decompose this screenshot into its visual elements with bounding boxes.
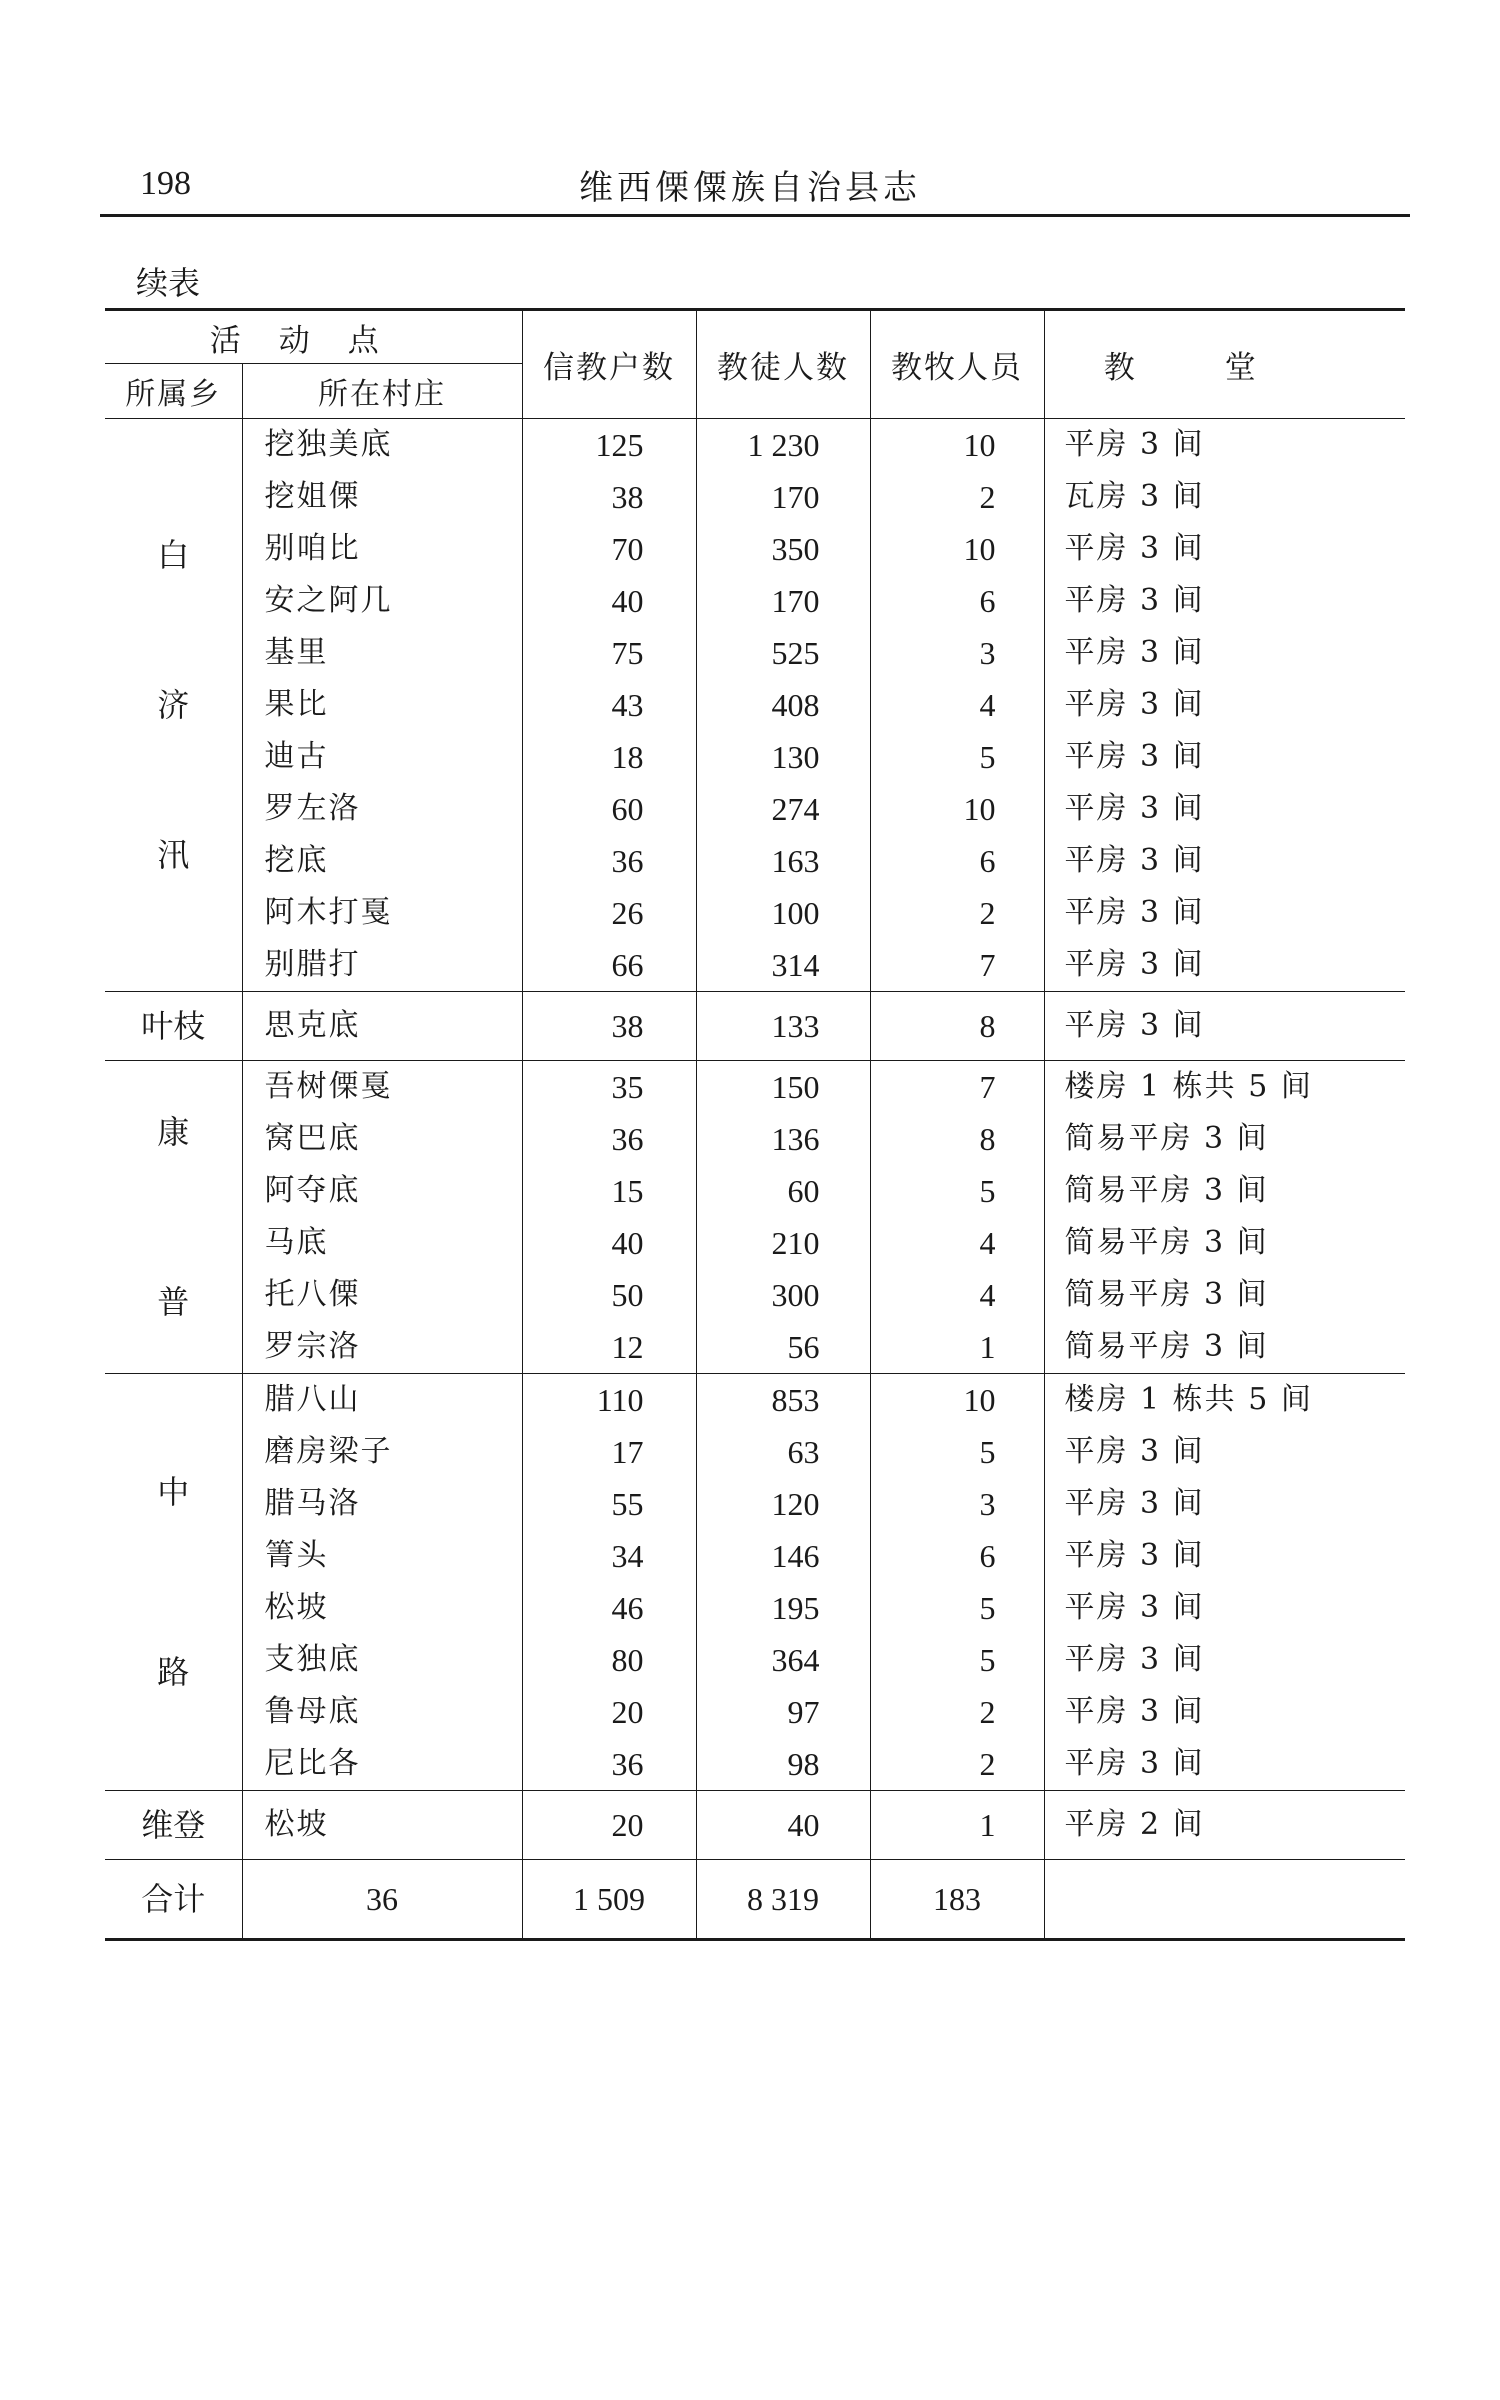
followers-value: 853 [771, 1382, 820, 1418]
church-value: 平房 3 间 [1064, 843, 1205, 878]
followers-value: 130 [771, 739, 820, 775]
church-value: 平房 3 间 [1064, 1642, 1205, 1677]
households-cell [522, 1791, 696, 1860]
households-cell [522, 992, 696, 1061]
households-list [522, 1061, 696, 1374]
village-name: 松坡 [264, 1807, 329, 1842]
followers-value: 195 [771, 1590, 820, 1626]
header-rule [100, 214, 1410, 217]
households-value: 66 [611, 947, 644, 983]
village-name: 尼比各 [264, 1746, 361, 1781]
pastors-cell [870, 1791, 1044, 1860]
township-yezhi: 叶枝 [105, 992, 242, 1061]
households-value: 36 [611, 1746, 644, 1782]
total-label: 合计 [105, 1860, 242, 1940]
church-value: 平房 3 间 [1064, 1434, 1205, 1469]
group-row-yezhi [105, 992, 1405, 1061]
village-name: 托八傈 [264, 1277, 361, 1312]
church-value: 平房 3 间 [1064, 1538, 1205, 1573]
followers-cell [696, 1791, 870, 1860]
village-name: 鲁母底 [264, 1694, 361, 1729]
households-value: 125 [595, 427, 644, 463]
followers-value: 146 [771, 1538, 820, 1574]
total-followers: 8 319 [696, 1860, 870, 1940]
village-name: 挖姐傈 [264, 479, 361, 514]
pastors-value: 4 [979, 687, 996, 723]
village-name: 吾树傈戛 [264, 1069, 393, 1104]
households-value: 50 [611, 1277, 644, 1313]
households-value: 36 [611, 1121, 644, 1157]
pastors-value: 5 [979, 1434, 996, 1470]
group-row-baijixun [105, 419, 1405, 992]
village-name: 腊马洛 [264, 1486, 361, 1521]
pastors-value: 8 [979, 1121, 996, 1157]
followers-value: 40 [787, 1807, 820, 1843]
households-list [522, 419, 696, 992]
township-kangpu [105, 1061, 242, 1374]
group-row-kangpu [105, 1061, 1405, 1374]
village-name: 松坡 [264, 1590, 329, 1625]
followers-value: 133 [771, 1008, 820, 1044]
header-households: 信教户数 [522, 310, 696, 419]
township-char: 普 [157, 1283, 190, 1321]
church-value: 平房 3 间 [1064, 635, 1205, 670]
households-list [522, 1374, 696, 1791]
households-value: 38 [611, 1008, 644, 1044]
pastors-value: 7 [979, 947, 996, 983]
church-value: 楼房 1 栋共 5 间 [1064, 1069, 1313, 1104]
followers-value: 98 [787, 1746, 820, 1782]
followers-value: 170 [771, 479, 820, 515]
pastors-value: 5 [979, 1173, 996, 1209]
village-name: 罗左洛 [264, 791, 361, 826]
followers-value: 163 [771, 843, 820, 879]
church-value: 平房 3 间 [1064, 791, 1205, 826]
households-value: 35 [611, 1069, 644, 1105]
continued-label: 续表 [136, 264, 201, 302]
followers-value: 150 [771, 1069, 820, 1105]
church-value: 平房 3 间 [1064, 947, 1205, 982]
book-title: 维西傈僳族自治县志 [579, 168, 921, 208]
church-value: 平房 3 间 [1064, 687, 1205, 722]
households-value: 43 [611, 687, 644, 723]
village-name: 安之阿几 [264, 583, 393, 618]
township-weideng: 维登 [105, 1791, 242, 1860]
group-row-weideng [105, 1791, 1405, 1860]
households-value: 75 [611, 635, 644, 671]
households-value: 38 [611, 479, 644, 515]
followers-value: 364 [771, 1642, 820, 1678]
church-value: 简易平房 3 间 [1064, 1225, 1269, 1260]
followers-list [696, 419, 870, 992]
church-value: 平房 3 间 [1064, 1008, 1205, 1043]
followers-value: 408 [771, 687, 820, 723]
village-name: 箐头 [264, 1538, 329, 1573]
total-households: 1 509 [522, 1860, 696, 1940]
households-value: 60 [611, 791, 644, 827]
church-list [1044, 419, 1405, 992]
total-villages: 36 [242, 1860, 522, 1940]
pastors-cell [870, 992, 1044, 1061]
church-value: 平房 2 间 [1064, 1807, 1205, 1842]
pastors-value: 1 [979, 1807, 996, 1843]
pastors-value: 10 [963, 531, 996, 567]
pastors-value: 6 [979, 1538, 996, 1574]
header-followers: 教徒人数 [696, 310, 870, 419]
village-name: 基里 [264, 635, 329, 670]
households-value: 34 [611, 1538, 644, 1574]
total-pastors: 183 [870, 1860, 1044, 1940]
pastors-value: 7 [979, 1069, 996, 1105]
followers-value: 314 [771, 947, 820, 983]
village-cell [242, 1791, 522, 1860]
households-value: 70 [611, 531, 644, 567]
village-name: 阿木打戛 [264, 895, 393, 930]
page-number: 198 [140, 165, 191, 202]
township-zhonglu [105, 1374, 242, 1791]
township-char: 中 [157, 1473, 190, 1511]
pastors-value: 3 [979, 635, 996, 671]
pastors-value: 1 [979, 1329, 996, 1365]
pastors-value: 8 [979, 1008, 996, 1044]
church-value: 楼房 1 栋共 5 间 [1064, 1382, 1313, 1417]
followers-value: 60 [787, 1173, 820, 1209]
village-name: 马底 [264, 1225, 329, 1260]
pastors-value: 3 [979, 1486, 996, 1522]
church-value: 简易平房 3 间 [1064, 1121, 1269, 1156]
pastors-value: 4 [979, 1225, 996, 1261]
header-church: 教堂 [1044, 310, 1405, 419]
pastors-value: 10 [963, 427, 996, 463]
followers-value: 170 [771, 583, 820, 619]
village-name: 思克底 [264, 1008, 361, 1043]
pastors-list [870, 1374, 1044, 1791]
church-value: 平房 3 间 [1064, 1746, 1205, 1781]
church-cell [1044, 992, 1405, 1061]
followers-value: 136 [771, 1121, 820, 1157]
households-value: 26 [611, 895, 644, 931]
header-village: 所在村庄 [242, 364, 522, 419]
followers-list [696, 1061, 870, 1374]
households-value: 15 [611, 1173, 644, 1209]
village-name: 挖独美底 [264, 427, 393, 462]
village-name: 阿夺底 [264, 1173, 361, 1208]
village-name: 罗宗洛 [264, 1329, 361, 1364]
followers-value: 56 [787, 1329, 820, 1365]
households-value: 17 [611, 1434, 644, 1470]
pastors-value: 10 [963, 1382, 996, 1418]
pastors-value: 5 [979, 1590, 996, 1626]
village-name: 别腊打 [264, 947, 361, 982]
church-value: 平房 3 间 [1064, 1590, 1205, 1625]
followers-value: 210 [771, 1225, 820, 1261]
village-list [242, 419, 522, 992]
followers-value: 274 [771, 791, 820, 827]
pastors-value: 5 [979, 1642, 996, 1678]
pastors-value: 4 [979, 1277, 996, 1313]
pastors-value: 6 [979, 843, 996, 879]
followers-value: 1 230 [747, 427, 820, 463]
village-name: 别咱比 [264, 531, 361, 566]
pastors-value: 2 [979, 1694, 996, 1730]
pastors-list [870, 1061, 1044, 1374]
followers-value: 120 [771, 1486, 820, 1522]
households-value: 36 [611, 843, 644, 879]
township-char: 白 [157, 536, 190, 574]
township-char: 路 [157, 1653, 190, 1691]
village-name: 腊八山 [264, 1382, 361, 1417]
header-township: 所属乡 [105, 364, 242, 419]
followers-value: 97 [787, 1694, 820, 1730]
church-value: 平房 3 间 [1064, 1486, 1205, 1521]
households-value: 12 [611, 1329, 644, 1365]
households-value: 20 [611, 1694, 644, 1730]
followers-value: 300 [771, 1277, 820, 1313]
pastors-value: 10 [963, 791, 996, 827]
church-list [1044, 1061, 1405, 1374]
pastors-value: 6 [979, 583, 996, 619]
pastors-value: 2 [979, 895, 996, 931]
followers-list [696, 1374, 870, 1791]
church-value: 平房 3 间 [1064, 739, 1205, 774]
pastors-list [870, 419, 1044, 992]
church-activity-table [105, 308, 1405, 1941]
followers-value: 525 [771, 635, 820, 671]
church-cell [1044, 1791, 1405, 1860]
total-church [1044, 1860, 1405, 1940]
households-value: 40 [611, 1225, 644, 1261]
church-list [1044, 1374, 1405, 1791]
header-pastors: 教牧人员 [870, 310, 1044, 419]
church-value: 简易平房 3 间 [1064, 1329, 1269, 1364]
village-name: 迪古 [264, 739, 329, 774]
header-activity-point: 活动点 [105, 310, 522, 364]
households-value: 80 [611, 1642, 644, 1678]
households-value: 55 [611, 1486, 644, 1522]
village-name: 挖底 [264, 843, 329, 878]
township-char: 康 [157, 1113, 190, 1151]
church-value: 简易平房 3 间 [1064, 1277, 1269, 1312]
followers-value: 63 [787, 1434, 820, 1470]
households-value: 40 [611, 583, 644, 619]
header-row-1 [105, 310, 1405, 364]
township-char: 汛 [157, 836, 190, 874]
church-value: 平房 3 间 [1064, 895, 1205, 930]
church-value: 平房 3 间 [1064, 531, 1205, 566]
pastors-value: 5 [979, 739, 996, 775]
village-name: 果比 [264, 687, 329, 722]
pastors-value: 2 [979, 479, 996, 515]
pastors-value: 2 [979, 1746, 996, 1782]
households-value: 46 [611, 1590, 644, 1626]
village-name: 窝巴底 [264, 1121, 361, 1156]
village-name: 支独底 [264, 1642, 361, 1677]
total-row [105, 1860, 1405, 1940]
households-value: 18 [611, 739, 644, 775]
village-list [242, 1374, 522, 1791]
village-name: 磨房梁子 [264, 1434, 393, 1469]
township-char: 济 [157, 686, 190, 724]
church-value: 简易平房 3 间 [1064, 1173, 1269, 1208]
followers-value: 100 [771, 895, 820, 931]
households-value: 110 [596, 1382, 644, 1418]
followers-cell [696, 992, 870, 1061]
group-row-zhonglu [105, 1374, 1405, 1791]
households-value: 20 [611, 1807, 644, 1843]
village-list [242, 1061, 522, 1374]
church-value: 平房 3 间 [1064, 427, 1205, 462]
village-cell [242, 992, 522, 1061]
followers-value: 350 [771, 531, 820, 567]
township-baijixun [105, 419, 242, 992]
church-value: 平房 3 间 [1064, 1694, 1205, 1729]
church-value: 平房 3 间 [1064, 583, 1205, 618]
church-value: 瓦房 3 间 [1064, 479, 1205, 514]
